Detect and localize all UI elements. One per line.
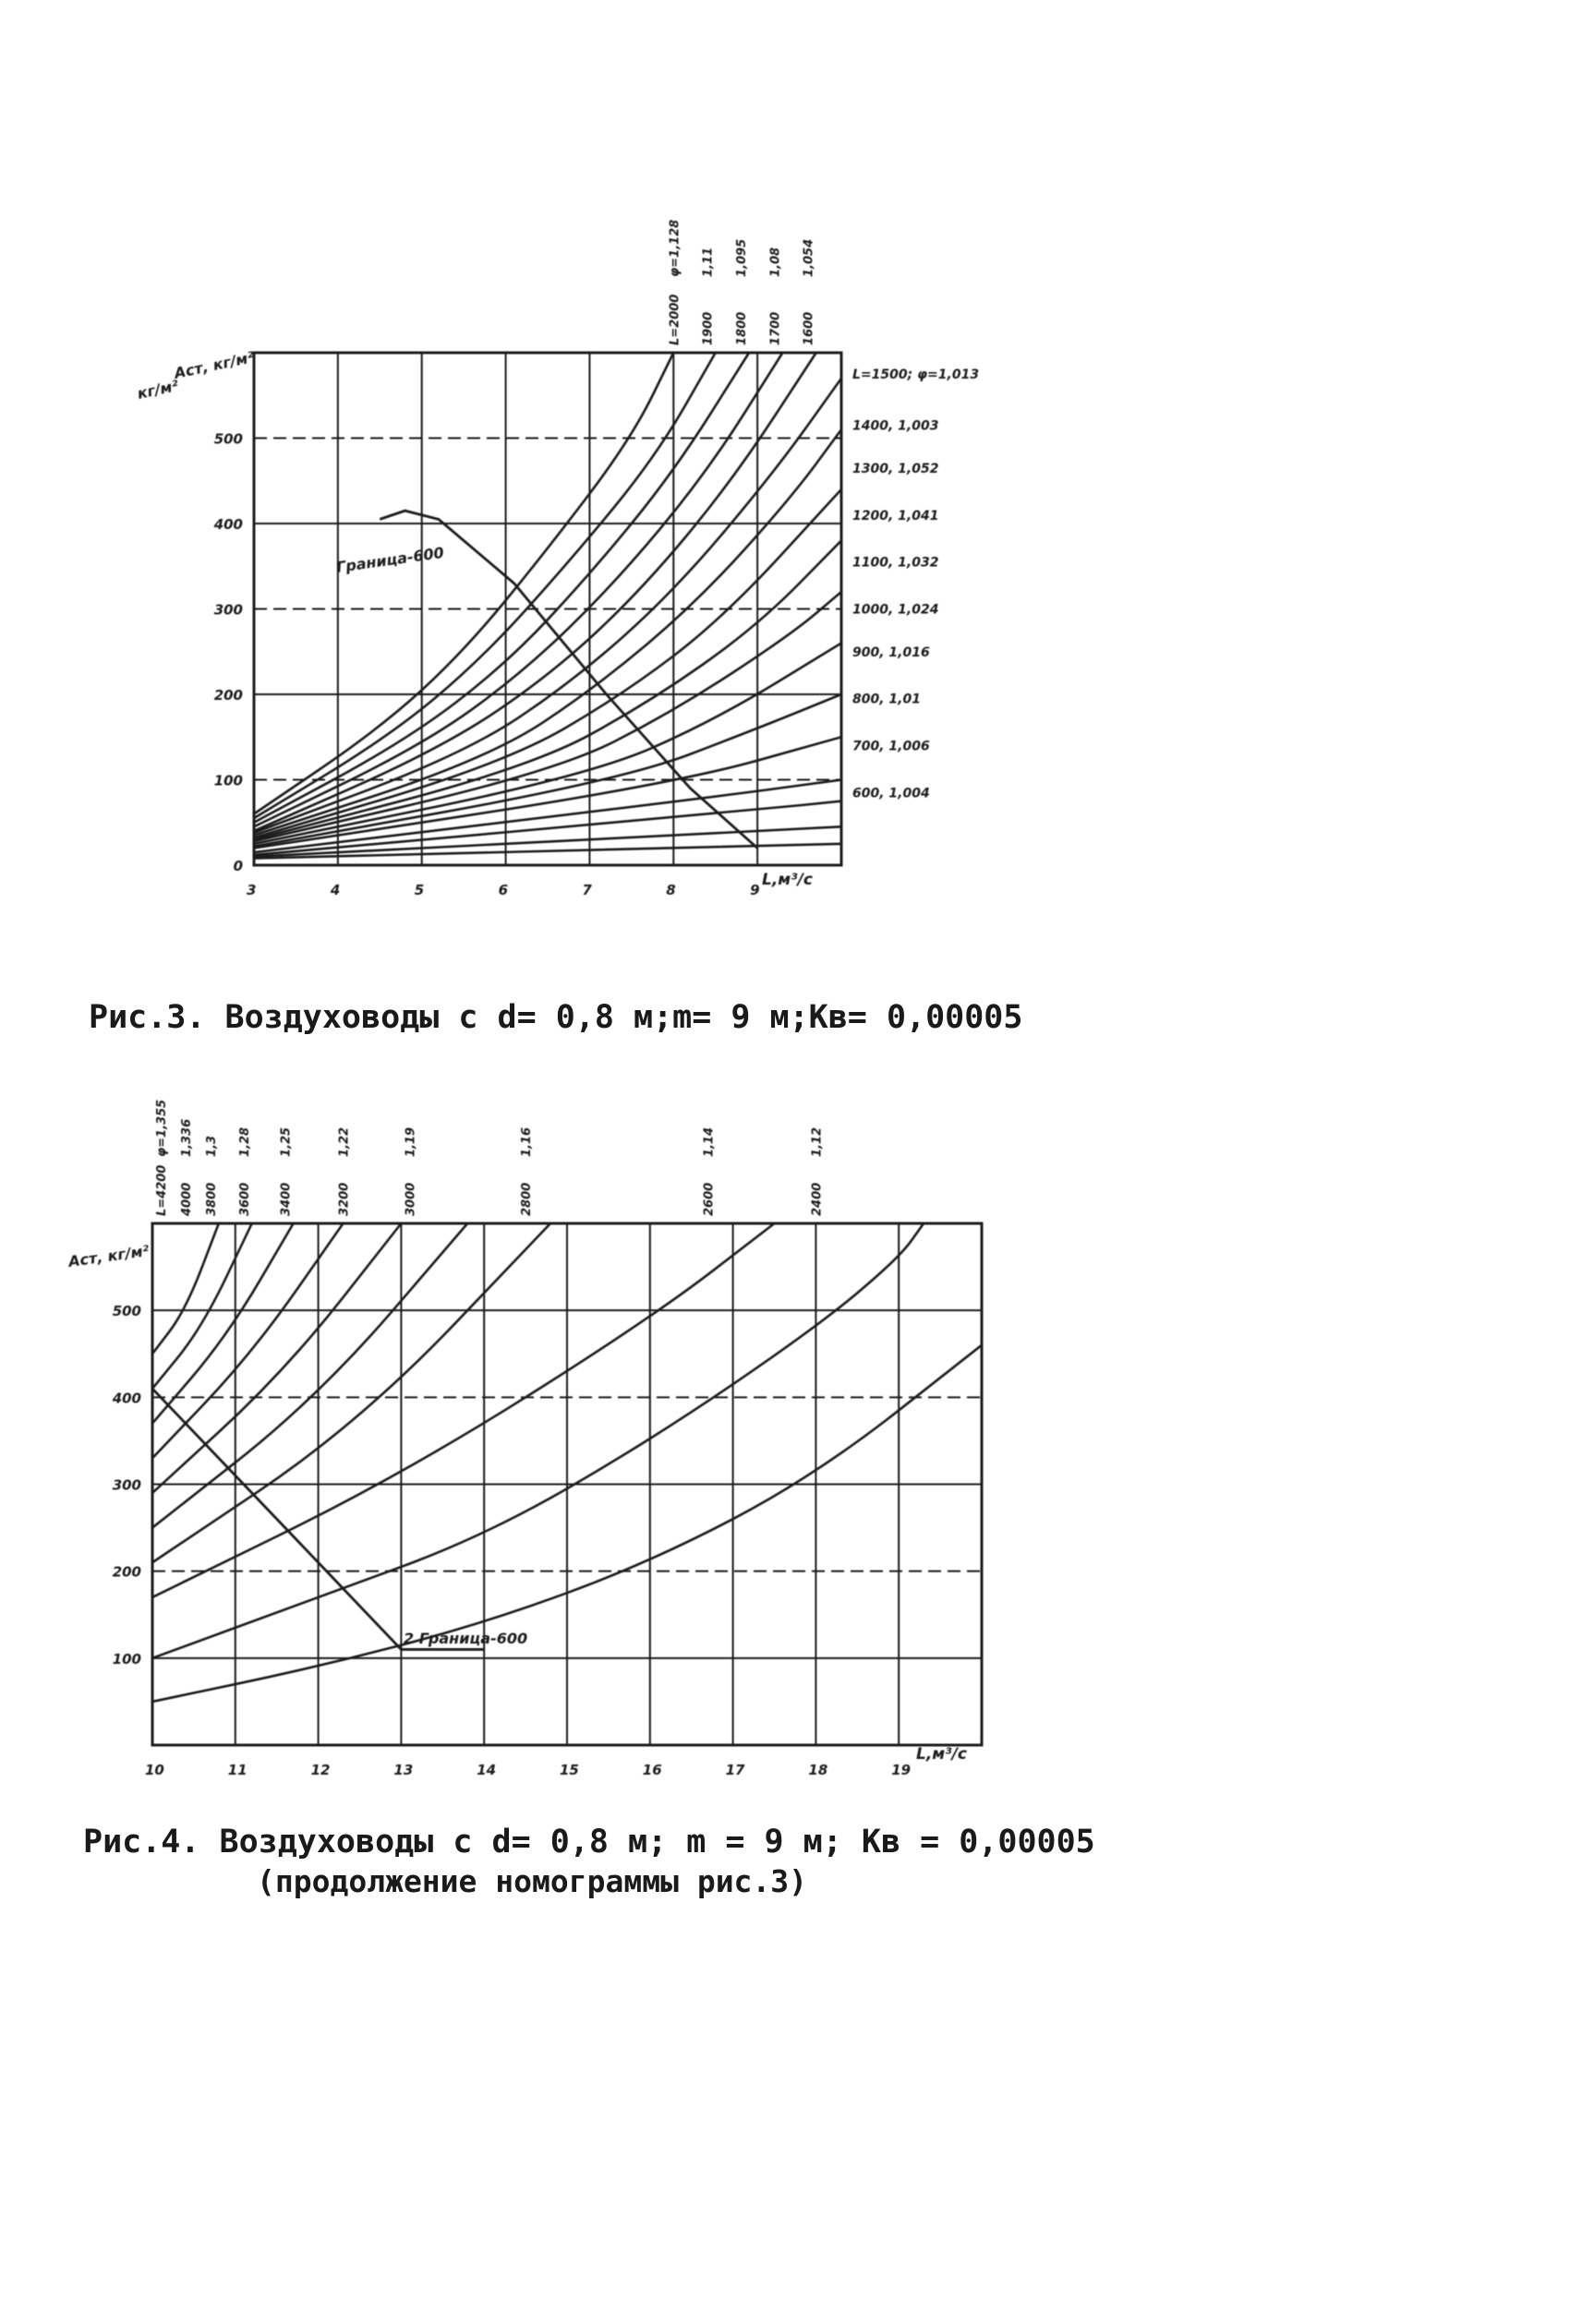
- figure-3-top-label-phi: 1,11: [701, 247, 716, 277]
- figure-4-xlabel: L,м³/с: [916, 1745, 967, 1764]
- figure-3-plot: [136, 220, 979, 898]
- figure-3-right-labels: [852, 367, 979, 801]
- figure-3-top-labels: [668, 220, 815, 345]
- figure-4-top-label-phi: φ=1,355: [154, 1099, 169, 1157]
- figure-4-top-label-L: 2400: [810, 1182, 825, 1216]
- figure-3-y-tick-label: 500: [213, 430, 243, 448]
- figure-4-x-tick-label: 13: [393, 1762, 414, 1778]
- figure-3-ylabel-2: кг/м²: [135, 376, 181, 403]
- figure-4-top-label-L: L=4200: [154, 1164, 169, 1216]
- figure-3-caption: Рис.3. Воздуховоды с d= 0,8 м;m= 9 м;Kв= 0,00005: [89, 999, 1023, 1036]
- figure-3-right-label: 1400, 1,003: [852, 418, 939, 434]
- figure-4-top-label-phi: 1,3: [204, 1135, 219, 1157]
- figure-4-y-tick-label: 400: [112, 1390, 141, 1407]
- figure-4-top-label-L: 2600: [702, 1182, 717, 1216]
- figure-4-top-label-L: 3000: [404, 1182, 418, 1216]
- figure-3-boundary-label: Граница-600: [334, 543, 445, 576]
- figure-4-top-label-L: 3800: [204, 1182, 219, 1216]
- figure-3-xlabel: L,м³/с: [762, 871, 813, 889]
- figure-4-top-labels: [155, 1100, 824, 1217]
- figure-4-x-tick-label: 16: [642, 1762, 662, 1778]
- figure-3-right-label: 800, 1,01: [852, 692, 921, 707]
- figure-4-top-label-L: 3200: [337, 1182, 352, 1216]
- figure-4-y-tick-label: 300: [112, 1476, 141, 1494]
- figure-4-top-label-phi: 1,14: [702, 1126, 717, 1157]
- figure-3-top-label-phi: φ=1,128: [668, 219, 682, 277]
- figure-4-top-label-L: 3400: [279, 1182, 294, 1216]
- figure-4-top-label-phi: 1,28: [237, 1126, 252, 1157]
- figure-4-grid: [152, 1223, 982, 1745]
- figure-3-grid: [254, 353, 841, 865]
- figure-4-top-label-phi: 1,22: [337, 1126, 352, 1157]
- figure-3-x-tick-label: 8: [666, 882, 676, 898]
- figure-3-top-label-L: L=2000: [668, 294, 682, 345]
- figure-3-right-label: 1100, 1,032: [852, 555, 939, 571]
- figure-3-top-label-L: 1800: [734, 311, 749, 345]
- figure-3-right-label: 1000, 1,024: [852, 602, 939, 618]
- figure-3-top-label-L: 1700: [768, 311, 783, 345]
- figure-3-series-line-2: [254, 353, 716, 818]
- figure-4-series-line-9: [152, 1223, 924, 1658]
- figure-3-top-label-L: 1900: [701, 311, 716, 345]
- figure-3-y-tick-label: 300: [213, 601, 243, 619]
- figure-4-x-tick-label: 14: [477, 1762, 497, 1778]
- figure-4-series-line-7: [152, 1223, 550, 1562]
- figure-3-series: [254, 353, 841, 859]
- figure-3-x-tick-label: 6: [498, 882, 509, 898]
- figure-4-ylabel: Aст, кг/м²: [66, 1241, 151, 1270]
- figure-4-caption: Рис.4. Воздуховоды с d= 0,8 м; m = 9 м; Kв = 0,00005: [83, 1824, 1095, 1860]
- figure-4-y-tick-label: 500: [112, 1303, 141, 1320]
- figure-3-right-label: 900, 1,016: [852, 644, 930, 660]
- figure-4-top-label-L: 2800: [520, 1182, 535, 1216]
- figure-4-top-label-L: 3600: [237, 1182, 252, 1216]
- figure-3-right-label: 600, 1,004: [852, 786, 930, 801]
- figure-4-x-tick-label: 17: [725, 1762, 745, 1778]
- figure-4-top-label-phi: 1,19: [404, 1126, 418, 1157]
- figure-3-ylabel: Aст, кг/м²: [172, 348, 256, 382]
- figure-3-top-label-phi: 1,054: [802, 238, 816, 277]
- figure-3-x-tick-label: 9: [750, 882, 760, 898]
- figure-3-y-tick-label: 100: [213, 772, 243, 789]
- figure-4-boundary-label: 2 Граница-600: [404, 1630, 528, 1647]
- figure-4-x-tick-label: 19: [891, 1762, 912, 1778]
- figure-4-top-label-phi: 1,25: [279, 1126, 294, 1157]
- figure-3-y-tick-label: 0: [233, 858, 243, 874]
- figure-4-x-tick-label: 15: [560, 1762, 579, 1778]
- figure-3-x-tick-label: 7: [582, 882, 592, 898]
- figure-3-y-tick-label: 400: [213, 516, 243, 533]
- figure-4-x-tick-label: 18: [808, 1762, 828, 1778]
- figure-4-series-line-5: [152, 1223, 401, 1493]
- figure-3-top-label-L: 1600: [802, 311, 816, 345]
- figure-3-series-line-12: [254, 694, 841, 847]
- figure-3-y-tick-label: 200: [213, 687, 243, 704]
- figure-3-top-label-phi: 1,08: [768, 247, 783, 277]
- figure-4-top-label-phi: 1,16: [520, 1126, 535, 1157]
- figure-4-top-label-L: 4000: [179, 1182, 194, 1216]
- figure-3-right-label: 700, 1,006: [852, 739, 930, 754]
- figure-4-x-tick-label: 12: [310, 1762, 331, 1778]
- figure-3-right-label: L=1500; φ=1,013: [852, 367, 980, 383]
- figure-4-plot: [66, 1100, 982, 1778]
- figure-3-x-tick-label: 3: [247, 882, 257, 898]
- figure-3-x-tick-label: 4: [330, 882, 341, 898]
- figure-3-series-line-8: [254, 489, 841, 837]
- figure-3-top-label-phi: 1,095: [734, 238, 749, 277]
- figure-4-top-label-phi: 1,336: [179, 1118, 194, 1157]
- figure-3-right-label: 1200, 1,041: [852, 508, 939, 524]
- figure-4-y-tick-label: 100: [112, 1650, 141, 1668]
- figure-4-series-line-1: [152, 1223, 219, 1354]
- figure-4-x-tick-label: 11: [227, 1762, 248, 1778]
- figure-3-right-label: 1300, 1,052: [852, 461, 939, 476]
- figure-4-x-tick-label: 10: [145, 1762, 164, 1778]
- figure-4-series-line-4: [152, 1223, 344, 1458]
- figure-4-y-tick-label: 200: [112, 1563, 141, 1581]
- figure-4-top-label-phi: 1,12: [810, 1126, 825, 1157]
- figure-3-x-tick-label: 5: [414, 882, 425, 898]
- figure-4-caption-continuation: (продолжение номограммы рис.3): [257, 1863, 808, 1899]
